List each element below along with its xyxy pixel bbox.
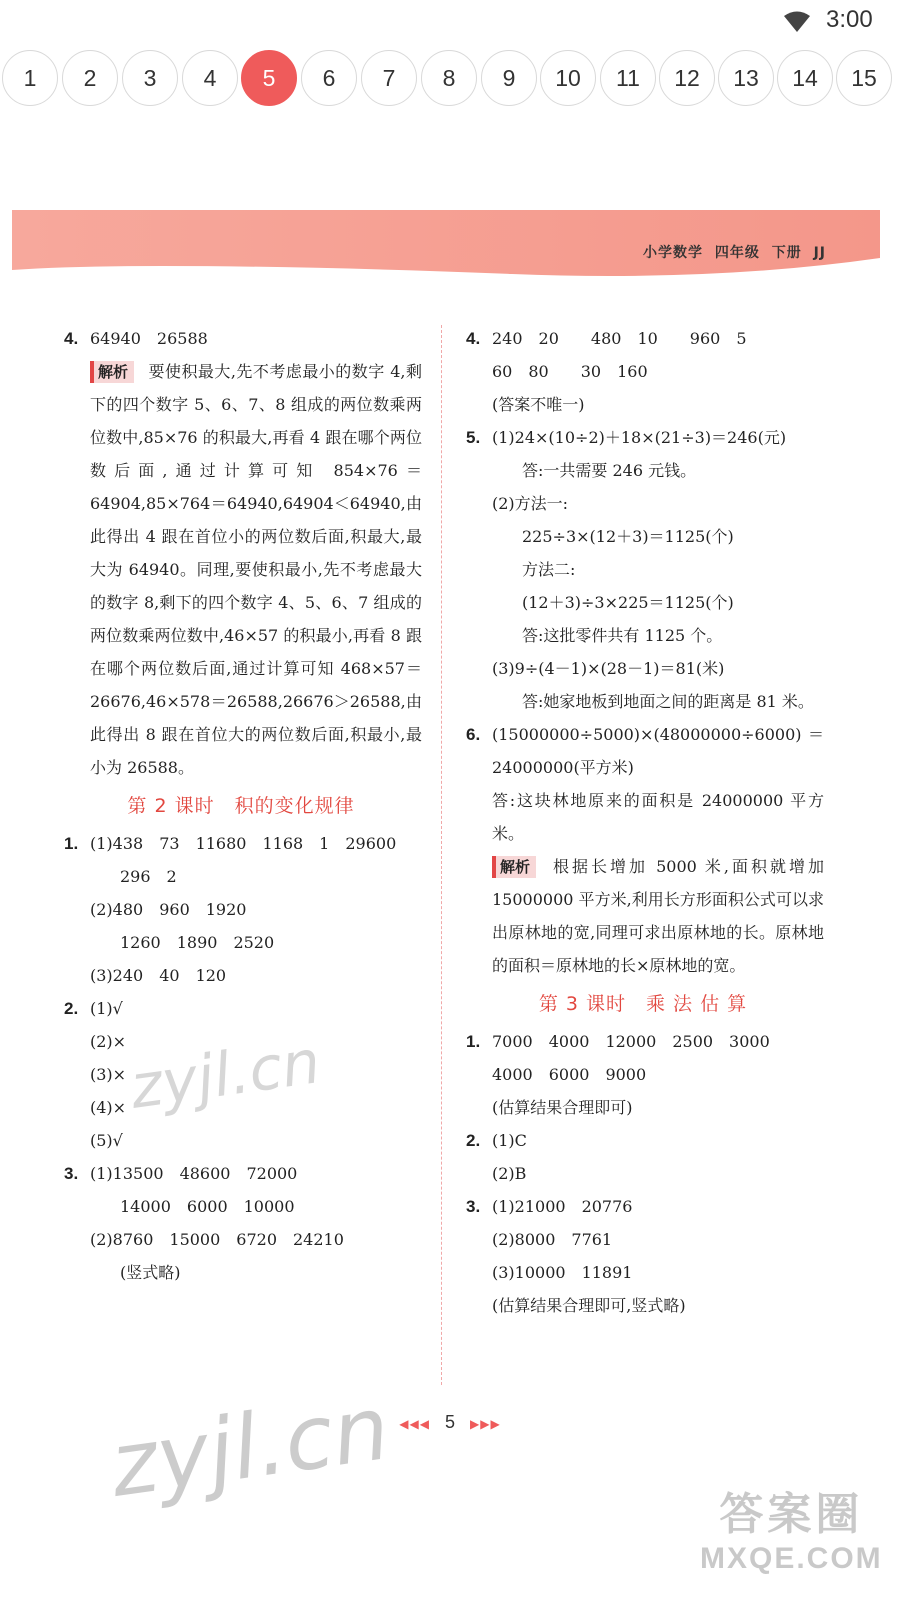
answer-line: (1)C [492, 1131, 527, 1150]
tab-page-7[interactable]: 7 [361, 50, 417, 106]
analysis-tag: 解析 [492, 856, 536, 878]
header-title [643, 242, 826, 262]
answer-line: (3)10000 11891 [492, 1263, 633, 1282]
analysis-text: 要使积最大,先不考虑最小的数字 4,剩下的四个数字 5、6、7、8 组成的两位数乘两位数中,85×76 的积最大,再看 4 跟在哪个两位数后面,通过计算可知 854×76＝64904,85×764＝64940,64904＜64940,由此得出 4 跟在首位小的两位数后面,积最大,最大为 64940。同理,要使积最小,先不考虑最大的数字 8,剩下的四个数字 4、5、6、7 组成的两位数乘两位数中,46×57 的积最小,再看 8 跟在哪个两位数后面,通过计算可知 468×57＝26676,46×578＝26588,26676＞26588,由此得出 8 跟在首位大的两位数后面,积最小,最小为 26588。 [90, 362, 422, 777]
question-number: 4. [64, 329, 79, 348]
next-page-arrows-icon[interactable]: ▶▶▶ [470, 1417, 501, 1431]
header-volume: 下册 [771, 245, 802, 261]
answer-line: 答:一共需要 246 元钱。 [522, 461, 697, 480]
answer-line: (估算结果合理即可,竖式略) [492, 1296, 686, 1315]
answer-line: (5)√ [90, 1131, 123, 1150]
header-edition: JJ [813, 245, 826, 261]
answer-line: 60 80 30 160 [492, 362, 648, 381]
header-grade: 四年级 [714, 245, 760, 261]
question-6-right [462, 718, 824, 982]
question-number: 4. [466, 329, 481, 348]
answer-line: 64940 26588 [90, 329, 208, 348]
question-4-right [462, 322, 824, 421]
question-1-right [462, 1025, 824, 1124]
analysis-paragraph [492, 850, 824, 982]
answer-line: (1)21000 20776 [492, 1197, 633, 1216]
answer-line: 方法二: [522, 560, 576, 579]
answer-line: (1)13500 48600 72000 [90, 1164, 298, 1183]
answer-line: (2)方法一: [492, 494, 569, 513]
prev-page-arrows-icon[interactable]: ◀◀◀ [399, 1417, 430, 1431]
answer-line: 1260 1890 2520 [120, 933, 275, 952]
tab-page-10[interactable]: 10 [540, 50, 596, 106]
answer-line: (2)8760 15000 6720 24210 [90, 1230, 344, 1249]
tab-page-11[interactable]: 11 [600, 50, 656, 106]
watermark-mxqe-url: MXQE.COM [700, 1542, 883, 1575]
tab-page-14[interactable]: 14 [777, 50, 833, 106]
tab-page-1[interactable]: 1 [2, 50, 58, 106]
answer-line: 答:这块林地原来的面积是 24000000 平方米。 [492, 791, 824, 843]
tab-page-3[interactable]: 3 [122, 50, 178, 106]
analysis-text: 根据长增加 5000 米,面积就增加 15000000 平方米,利用长方形面积公式可以求出原林地的宽,同理可求出原林地的长。原林地的面积＝原林地的长×原林地的宽。 [492, 857, 824, 975]
answer-line: (2)480 960 1920 [90, 900, 247, 919]
question-number: 3. [64, 1164, 79, 1183]
question-3-left [60, 1157, 422, 1289]
answer-line: (2)× [90, 1032, 127, 1051]
answer-line: (2)B [492, 1164, 527, 1183]
question-number: 5. [466, 428, 481, 447]
answer-line: (答案不唯一) [492, 395, 585, 414]
column-divider [441, 325, 442, 1385]
question-2-right [462, 1124, 824, 1190]
watermark-zyjl-large: zyjl.cn [104, 1376, 396, 1517]
tab-page-4[interactable]: 4 [182, 50, 238, 106]
page-tabs [0, 50, 900, 110]
answer-line: 296 2 [120, 867, 177, 886]
question-1-left [60, 827, 422, 992]
status-bar [0, 0, 900, 44]
answer-line: (2)8000 7761 [492, 1230, 613, 1249]
answer-line: (估算结果合理即可) [492, 1098, 633, 1117]
answer-line: (12＋3)÷3×225＝1125(个) [522, 593, 734, 612]
tab-page-5[interactable]: 5 [241, 50, 297, 106]
tab-page-9[interactable]: 9 [481, 50, 537, 106]
question-4-left [60, 322, 422, 784]
answer-line: (3)240 40 120 [90, 966, 227, 985]
tab-page-6[interactable]: 6 [301, 50, 357, 106]
analysis-paragraph [90, 355, 422, 784]
question-5-right [462, 421, 824, 718]
question-3-right [462, 1190, 824, 1322]
question-number: 1. [466, 1032, 481, 1051]
answer-line: (4)× [90, 1098, 127, 1117]
answer-line: 答:这批零件共有 1125 个。 [522, 626, 723, 645]
answer-line: (1)√ [90, 999, 123, 1018]
left-column [60, 322, 422, 1289]
answer-line: (1)438 73 11680 1168 1 29600 [90, 834, 397, 853]
answer-line: 4000 6000 9000 [492, 1065, 647, 1084]
watermark-zyjl-small: zyjl.cn [126, 1027, 325, 1123]
answer-line: (3)× [90, 1065, 127, 1084]
right-column [462, 322, 824, 1322]
page-number: 5 [444, 1412, 455, 1432]
tab-page-13[interactable]: 13 [718, 50, 774, 106]
status-time: 3:00 [826, 6, 873, 33]
answer-line: 7000 4000 12000 2500 3000 [492, 1032, 770, 1051]
tab-page-15[interactable]: 15 [836, 50, 892, 106]
answer-line: (1)24×(10÷2)＋18×(21÷3)＝246(元) [492, 428, 787, 447]
question-number: 2. [466, 1131, 481, 1150]
answer-line: (3)9÷(4－1)×(28－1)＝81(米) [492, 659, 725, 678]
analysis-tag: 解析 [90, 361, 134, 383]
header-subject: 小学数学 [642, 245, 703, 261]
section-title-lesson-2: 第 2 课时 积的变化规律 [127, 795, 355, 817]
tab-page-12[interactable]: 12 [659, 50, 715, 106]
question-number: 3. [466, 1197, 481, 1216]
wifi-icon [784, 11, 810, 33]
answer-line: (竖式略) [120, 1263, 181, 1282]
question-number: 1. [64, 834, 79, 853]
section-title-lesson-3: 第 3 课时 乘 法 估 算 [538, 993, 748, 1015]
question-number: 2. [64, 999, 79, 1018]
answer-line: (15000000÷5000)×(48000000÷6000)＝24000000(平方米) [492, 725, 824, 777]
answer-line: 240 20 480 10 960 5 [492, 329, 747, 348]
answer-line: 答:她家地板到地面之间的距离是 81 米。 [522, 692, 814, 711]
watermark-mxqe [700, 1478, 883, 1576]
question-number: 6. [466, 725, 481, 744]
tab-page-8[interactable]: 8 [421, 50, 477, 106]
tab-page-2[interactable]: 2 [62, 50, 118, 106]
answer-line: 14000 6000 10000 [120, 1197, 295, 1216]
answer-line: 225÷3×(12＋3)＝1125(个) [522, 527, 734, 546]
watermark-mxqe-title: 答案圈 [719, 1490, 864, 1539]
